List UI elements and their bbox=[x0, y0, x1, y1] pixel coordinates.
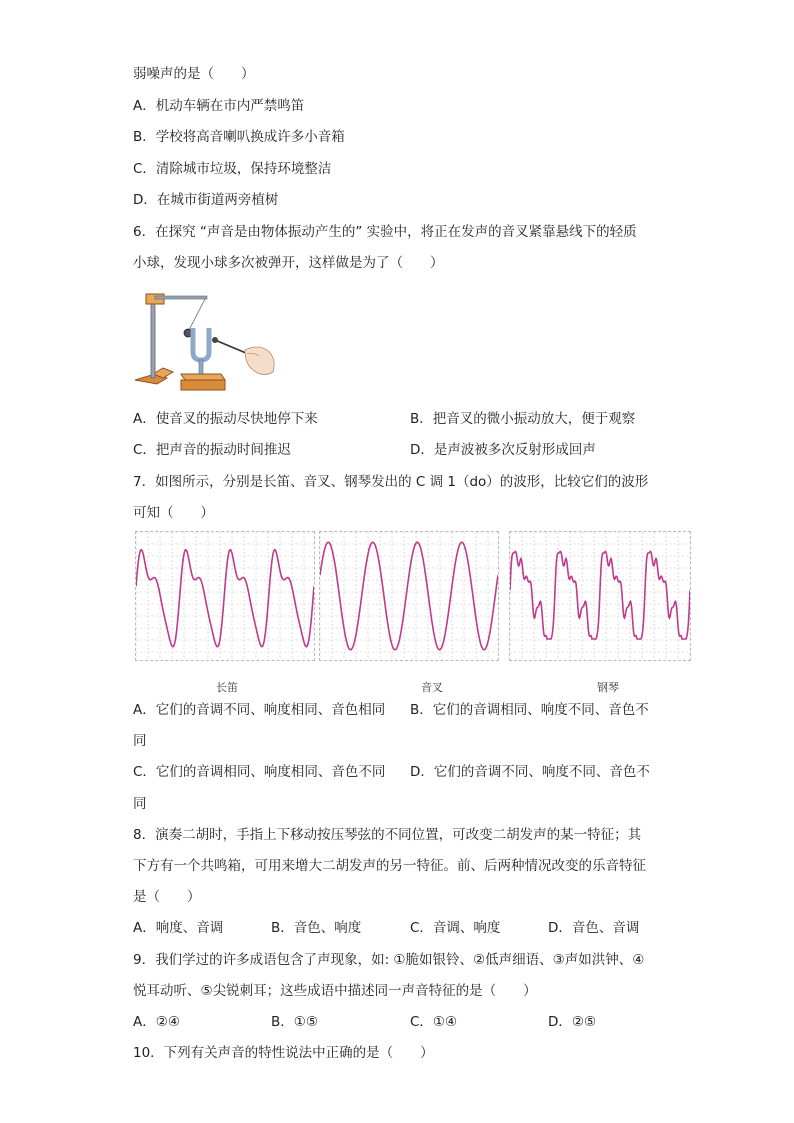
caption-piano: 钢琴 bbox=[597, 681, 619, 694]
q5-option-a: A．机动车辆在市内严禁鸣笛 bbox=[133, 98, 305, 114]
fork-base-block bbox=[181, 380, 225, 390]
waveform-flute-panel bbox=[135, 531, 315, 661]
q7-option-c: C．它们的音调相同、响度相同、音色不同 bbox=[133, 764, 386, 780]
q8-stem-line1: 8．演奏二胡时，手指上下移动按压琴弦的不同位置，可改变二胡发声的某一特征；其 bbox=[133, 827, 642, 843]
fork-base-top bbox=[181, 374, 225, 380]
waveform-flute-line bbox=[136, 550, 314, 647]
waveform-piano-panel bbox=[509, 531, 691, 661]
q6-option-a: A．使音叉的振动尽快地停下来 bbox=[133, 411, 318, 427]
q7-option-a: A．它们的音调不同、响度相同、音色相同 bbox=[133, 702, 386, 718]
q7-option-d-line1: D．它们的音调不同、响度不同、音色不 bbox=[410, 764, 650, 780]
q6-stem-line2: 小球，发现小球多次被弹开，这样做是为了（ ） bbox=[133, 255, 444, 271]
waveform-tuning-fork bbox=[320, 532, 498, 660]
q7-option-d-line2: 同 bbox=[133, 796, 147, 812]
q7-option-b-line1: B．它们的音调相同、响度不同、音色不 bbox=[410, 702, 649, 718]
q5-option-b: B．学校将高音喇叭换成许多小音箱 bbox=[133, 129, 345, 145]
waveform-piano bbox=[510, 532, 690, 660]
waveform-tuning-fork-panel bbox=[319, 531, 499, 661]
q9-option-d: D．②⑤ bbox=[548, 1014, 597, 1030]
q9-option-b: B．①⑤ bbox=[271, 1014, 318, 1030]
q7-stem-line1: 7．如图所示，分别是长笛、音叉、钢琴发出的 C 调 1（do）的波形，比较它们的波形 bbox=[133, 474, 649, 490]
mallet-head bbox=[212, 337, 218, 343]
q6-option-c: C．把声音的振动时间推迟 bbox=[133, 442, 291, 458]
q8-stem-line2: 下方有一个共鸣箱，可用来增大二胡发声的另一特征。前、后两种情况改变的乐音特征 bbox=[133, 858, 646, 874]
suspension-string bbox=[189, 299, 205, 330]
q5-option-c: C．清除城市垃圾，保持环境整洁 bbox=[133, 161, 332, 177]
q6-option-b: B．把音叉的微小振动放大，便于观察 bbox=[410, 411, 636, 427]
stand-arm bbox=[155, 296, 207, 299]
waveform-flute bbox=[136, 532, 314, 660]
q5-stem: 弱噪声的是（ ） bbox=[133, 66, 255, 82]
q6-option-d: D．是声波被多次反射形成回声 bbox=[410, 442, 596, 458]
tuning-fork-stem bbox=[199, 360, 203, 374]
q8-stem-line3: 是（ ） bbox=[133, 889, 201, 905]
stand-rod bbox=[151, 298, 155, 378]
caption-tuning-fork: 音叉 bbox=[421, 681, 443, 694]
q7-stem-line2: 可知（ ） bbox=[133, 505, 214, 521]
q9-stem-line2: 悦耳动听、⑤尖锐刺耳；这些成语中描述同一声音特征的是（ ） bbox=[133, 983, 537, 999]
q9-option-c: C．①④ bbox=[410, 1014, 458, 1030]
q8-option-d: D．音色、音调 bbox=[548, 920, 640, 936]
tuning-fork-apparatus-figure bbox=[133, 288, 278, 392]
tuning-fork bbox=[193, 328, 209, 360]
q5-option-d: D．在城市街道两旁植树 bbox=[133, 192, 279, 208]
q9-option-a: A．②④ bbox=[133, 1014, 180, 1030]
waveform-piano-line bbox=[510, 552, 690, 640]
hand-drawing bbox=[245, 347, 274, 375]
waveform-tuning-fork-line bbox=[320, 542, 498, 650]
q8-option-c: C．音调、响度 bbox=[410, 920, 501, 936]
caption-flute: 长笛 bbox=[216, 681, 238, 694]
q7-option-b-line2: 同 bbox=[133, 733, 147, 749]
q8-option-b: B．音色、响度 bbox=[271, 920, 362, 936]
q6-stem-line1: 6．在探究 “声音是由物体振动产生的” 实验中，将正在发声的音叉紧靠悬线下的轻质 bbox=[133, 224, 637, 240]
q8-option-a: A．响度、音调 bbox=[133, 920, 224, 936]
q10-stem: 10．下列有关声音的特性说法中正确的是（ ） bbox=[133, 1045, 434, 1061]
q9-stem-line1: 9．我们学过的许多成语包含了声现象，如: ①脆如银铃、②低声细语、③声如洪钟、④ bbox=[133, 952, 645, 968]
